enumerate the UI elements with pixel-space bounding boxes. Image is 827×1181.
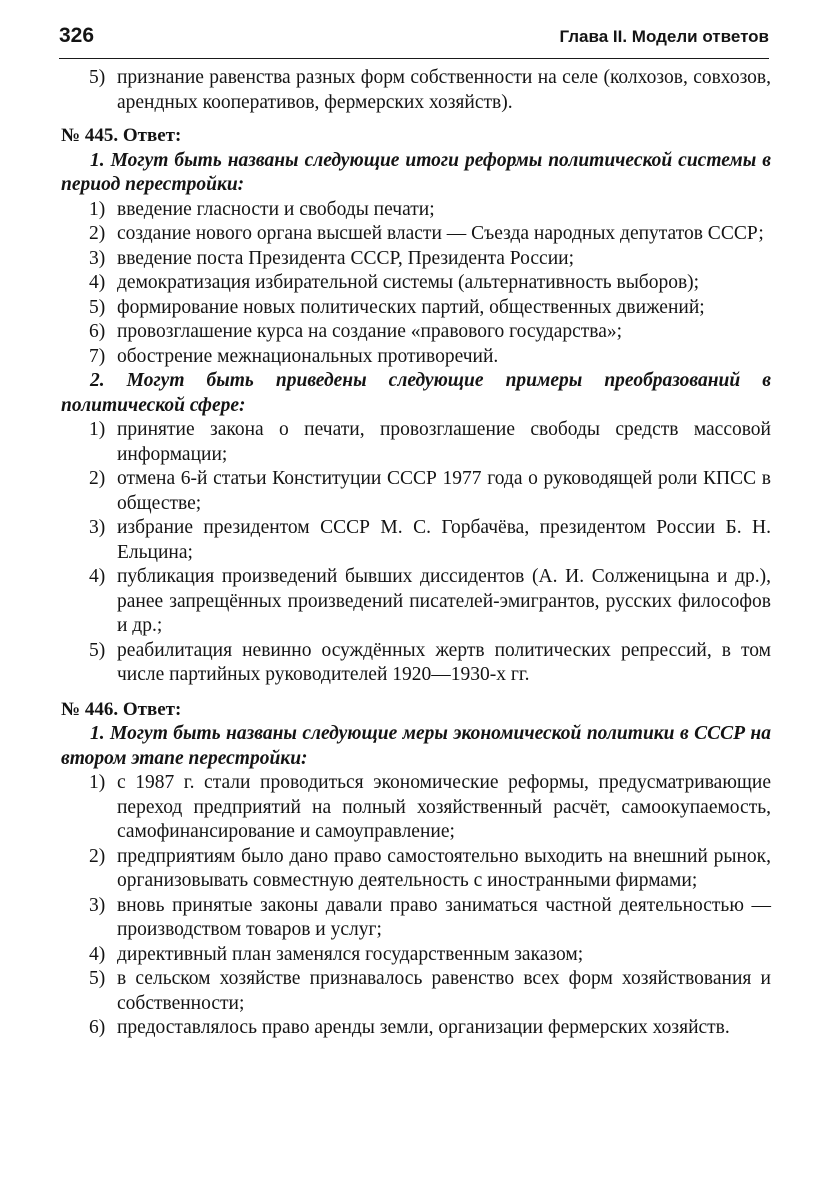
- list-item: [61, 771, 771, 845]
- list-item: [61, 894, 771, 943]
- item-number: 4): [89, 943, 106, 965]
- item-text: демократизация избирательной системы (альтернативность выборов);: [117, 272, 700, 293]
- item-text: введение гласности и свободы печати;: [117, 198, 435, 220]
- item-number: 5): [89, 968, 106, 989]
- item-number: 2): [89, 845, 106, 867]
- item-text: провозглашение курса на создание «правового государства»;: [117, 321, 623, 342]
- item-number: 5): [89, 296, 106, 318]
- item-number: 3): [89, 517, 106, 538]
- list-item: [61, 271, 771, 296]
- item-text: принятие закона о печати, провозглашение свободы средств массовой информации;: [117, 419, 771, 465]
- list-item: [61, 1016, 771, 1041]
- item-number: 3): [89, 894, 106, 916]
- list-item: [61, 222, 771, 247]
- item-text: с 1987 г. стали проводиться экономические реформы, предусматривающие переход предприятий на полный хозяйственный расчёт, самоокупаемость, самофинансирование и самоуправление;: [117, 772, 771, 842]
- list-item: [61, 198, 771, 223]
- page-header: [59, 24, 769, 59]
- item-text: создание нового органа высшей власти — Съезда народных депутатов СССР;: [117, 223, 764, 244]
- answer-445-part1-heading: 1. Могут быть названы следующие итоги реформы политической системы в период перестройки:: [61, 149, 771, 195]
- item-number: 6): [89, 321, 106, 342]
- page-number: 326: [59, 24, 95, 47]
- item-text: формирование новых политических партий, общественных движений;: [117, 296, 705, 318]
- item-text: публикация произведений бывших диссидентов (А. И. Солженицына и др.), ранее запрещённых произведений писателей-эмигрантов, русских философов и др.;: [117, 566, 771, 636]
- item-number: 1): [89, 772, 106, 793]
- list-item: [61, 967, 771, 1016]
- item-text: предприятиям было дано право самостоятельно выходить на внешний рынок, организовывать совместную деятельность с иностранными фирмами;: [117, 845, 771, 891]
- list-item: [61, 418, 771, 467]
- item-text: введение поста Президента СССР, Президента России;: [117, 247, 574, 269]
- item-number: 2): [89, 223, 106, 244]
- item-text: реабилитация невинно осуждённых жертв политических репрессий, в том числе партийных руководителей 1920—1930-х гг.: [117, 639, 771, 685]
- item-text: в сельском хозяйстве признавалось равенство всех форм хозяйствования и собственности;: [117, 968, 771, 1014]
- list-item: [61, 296, 771, 321]
- list-item: [61, 467, 771, 516]
- item-text: признание равенства разных форм собственности на селе (колхозов, совхозов, арендных кооперативов, фермерских хозяйств).: [117, 67, 771, 113]
- page-content: [61, 66, 771, 1041]
- list-item: [61, 66, 771, 115]
- item-number: 3): [89, 247, 106, 269]
- item-number: 7): [89, 345, 106, 367]
- answer-445-part2-heading: 2. Могут быть приведены следующие примеры преобразований в политической сфере:: [61, 370, 771, 416]
- list-item: [61, 516, 771, 565]
- answer-446-title: № 446. Ответ:: [61, 698, 182, 720]
- answer-446-part1-heading: 1. Могут быть названы следующие меры экономической политики в СССР на втором этапе перестройки:: [61, 723, 771, 769]
- item-number: 5): [89, 639, 106, 661]
- list-item: [61, 943, 771, 968]
- item-number: 6): [89, 1017, 106, 1038]
- list-item: [61, 247, 771, 272]
- item-text: предоставлялось право аренды земли, организации фермерских хозяйств.: [117, 1017, 730, 1038]
- running-head: Глава II. Модели ответов: [559, 27, 769, 46]
- item-number: 5): [89, 67, 106, 88]
- item-text: отмена 6-й статьи Конституции СССР 1977 года о руководящей роли КПСС в обществе;: [117, 468, 771, 514]
- list-item: [61, 845, 771, 894]
- list-item: [61, 639, 771, 688]
- item-number: 2): [89, 468, 106, 489]
- item-text: вновь принятые законы давали право заниматься частной деятельностью — производством товаров и услуг;: [117, 894, 771, 940]
- list-item: [61, 345, 771, 370]
- item-text: обострение межнациональных противоречий.: [117, 345, 499, 367]
- item-text: директивный план заменялся государственным заказом;: [117, 943, 584, 965]
- item-number: 4): [89, 566, 106, 587]
- list-item: [61, 320, 771, 345]
- item-number: 1): [89, 198, 106, 220]
- item-number: 1): [89, 419, 106, 440]
- answer-445-title: № 445. Ответ:: [61, 125, 182, 146]
- item-text: избрание президентом СССР М. С. Горбачёва, президентом России Б. Н. Ельцина;: [117, 517, 771, 563]
- item-number: 4): [89, 272, 106, 293]
- list-item: [61, 565, 771, 639]
